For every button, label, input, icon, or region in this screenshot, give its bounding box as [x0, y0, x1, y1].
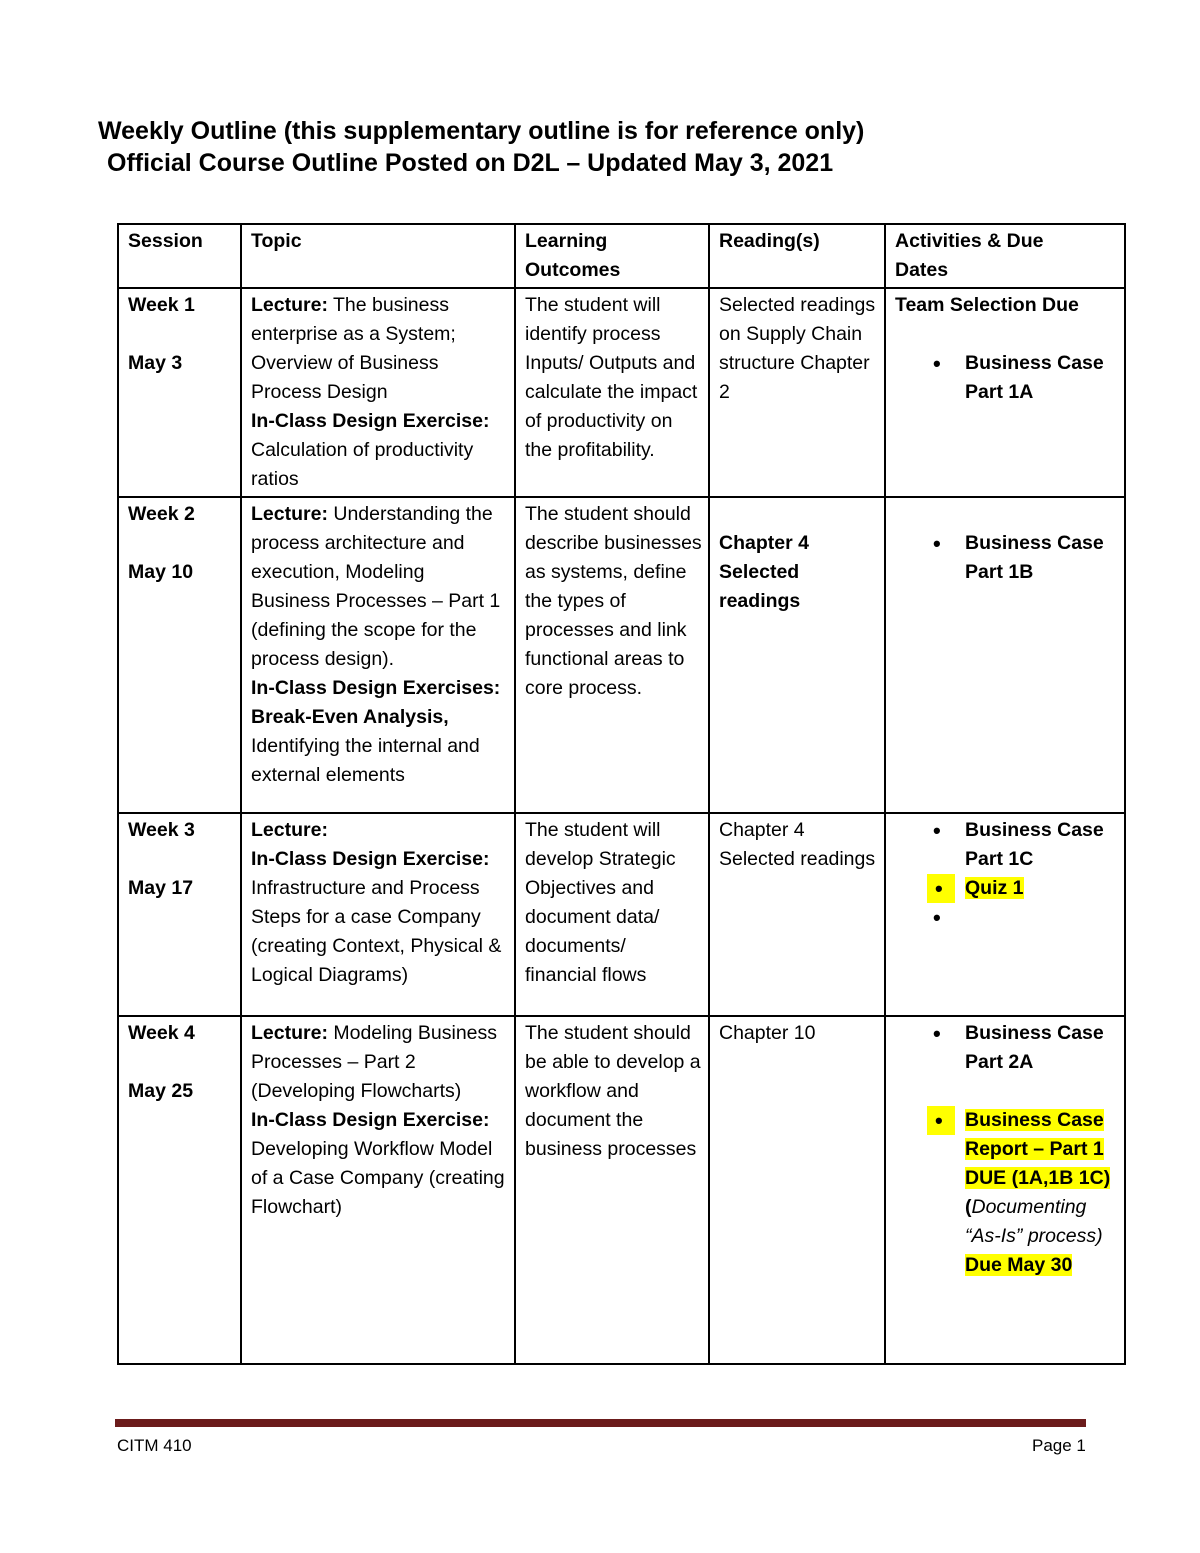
- header-outcomes-line2: Outcomes: [525, 259, 621, 281]
- activity-item: • Business Case Part 1A: [895, 349, 1118, 407]
- lecture-text: The business enterprise as a System; Overview of Business Process Design: [251, 294, 456, 403]
- week-date: May 25: [128, 1080, 194, 1102]
- activity-item-quiz: [895, 874, 1118, 903]
- activity-item: • Business Case Part 1C: [895, 816, 1118, 874]
- page-title: Weekly Outline (this supplementary outline is for reference only): [98, 117, 865, 145]
- activity-list: [895, 816, 1118, 932]
- week-date: May 17: [128, 877, 194, 899]
- report-title: Business Case Report – Part 1 DUE (1A,1B 1C): [965, 1109, 1111, 1189]
- activity-item: • Business Case Part 2A: [895, 1019, 1118, 1077]
- header-learning-outcomes: [515, 224, 709, 288]
- week-label: Week 1: [128, 294, 195, 316]
- topic-cell: [241, 1016, 515, 1364]
- exercise-text: Calculation of productivity ratios: [251, 439, 474, 490]
- exercise-label: In-Class Design Exercise:: [251, 848, 490, 870]
- session-cell: [118, 288, 241, 497]
- reading-cell: [709, 497, 885, 813]
- footer-divider: [115, 1419, 1086, 1427]
- table-header-row: [118, 224, 1125, 288]
- session-cell: [118, 813, 241, 1016]
- outcome-cell: The student will identify process Inputs/ Outputs and calculate the impact of productivity on the profitability.: [515, 288, 709, 497]
- activity-list: [895, 529, 1118, 587]
- header-activities: [885, 224, 1125, 288]
- header-readings: Reading(s): [709, 224, 885, 288]
- header-activities-line2: Dates: [895, 259, 949, 281]
- week-label: Week 3: [128, 819, 195, 841]
- topic-cell: [241, 497, 515, 813]
- lecture-label: Lecture:: [251, 294, 328, 316]
- activities-cell: [885, 1016, 1125, 1364]
- report-note: Documenting “As-Is” process): [965, 1196, 1103, 1247]
- reading-text: Chapter 4 Selected readings: [719, 532, 809, 612]
- activity-list: [895, 349, 1118, 407]
- outcome-cell: The student should be able to develop a workflow and document the business processes: [515, 1016, 709, 1364]
- week-label: Week 4: [128, 1022, 195, 1044]
- lecture-text: Understanding the process architecture and execution, Modeling Business Processes – Part 1 (defining the scope for the process design).: [251, 503, 501, 670]
- week-date: May 3: [128, 352, 183, 374]
- lecture-label: Lecture:: [251, 819, 328, 841]
- exercise-label: In-Class Design Exercises:: [251, 677, 501, 699]
- session-cell: [118, 497, 241, 813]
- weekly-outline-table: [117, 223, 1126, 1365]
- reading-cell: Selected readings on Supply Chain structure Chapter 2: [709, 288, 885, 497]
- topic-cell: [241, 288, 515, 497]
- activity-heading: Team Selection Due: [895, 294, 1079, 316]
- outcome-cell: The student will develop Strategic Objectives and document data/ documents/ financial flows: [515, 813, 709, 1016]
- reading-cell: Chapter 4 Selected readings: [709, 813, 885, 1016]
- week-label: Week 2: [128, 503, 195, 525]
- report-list: [895, 1106, 1118, 1280]
- table-row: [118, 497, 1125, 813]
- activity-list: [895, 1019, 1118, 1077]
- header-topic: Topic: [241, 224, 515, 288]
- reading-cell: Chapter 10: [709, 1016, 885, 1364]
- lecture-label: Lecture:: [251, 503, 328, 525]
- topic-cell: [241, 813, 515, 1016]
- table-row: [118, 288, 1125, 497]
- header-outcomes-line1: Learning: [525, 230, 608, 252]
- table-row: [118, 1016, 1125, 1364]
- lecture-text: Modeling Business Processes – Part 2 (Developing Flowcharts): [251, 1022, 498, 1102]
- footer-course: CITM 410: [117, 1436, 192, 1455]
- exercise-text: Developing Workflow Model of a Case Company (creating Flowchart): [251, 1138, 505, 1218]
- report-paren: (: [965, 1196, 972, 1218]
- activity-item-empty: [895, 903, 1118, 932]
- exercise-label: In-Class Design Exercise:: [251, 1109, 490, 1131]
- exercise-bold: Break-Even Analysis,: [251, 706, 449, 728]
- exercise-text: Identifying the internal and external elements: [251, 735, 480, 786]
- lecture-label: Lecture:: [251, 1022, 328, 1044]
- activities-cell: [885, 288, 1125, 497]
- header-session: Session: [118, 224, 241, 288]
- exercise-label: In-Class Design Exercise:: [251, 410, 490, 432]
- report-due: Due May 30: [965, 1254, 1073, 1276]
- activities-cell: [885, 813, 1125, 1016]
- page-subtitle: Official Course Outline Posted on D2L – Updated May 3, 2021: [107, 149, 834, 177]
- exercise-text: Infrastructure and Process Steps for a case Company (creating Context, Physical & Logical Diagrams): [251, 877, 502, 986]
- session-cell: [118, 1016, 241, 1364]
- quiz-label: Quiz 1: [965, 877, 1024, 899]
- activities-cell: [885, 497, 1125, 813]
- week-date: May 10: [128, 561, 194, 583]
- outcome-cell: The student should describe businesses as systems, define the types of processes and link functional areas to core process.: [515, 497, 709, 813]
- header-activities-line1: Activities & Due: [895, 230, 1044, 252]
- activity-item: • Business Case Part 1B: [895, 529, 1118, 587]
- table-row: [118, 813, 1125, 1016]
- footer-page-number: Page 1: [1032, 1436, 1086, 1455]
- report-item: [895, 1106, 1118, 1280]
